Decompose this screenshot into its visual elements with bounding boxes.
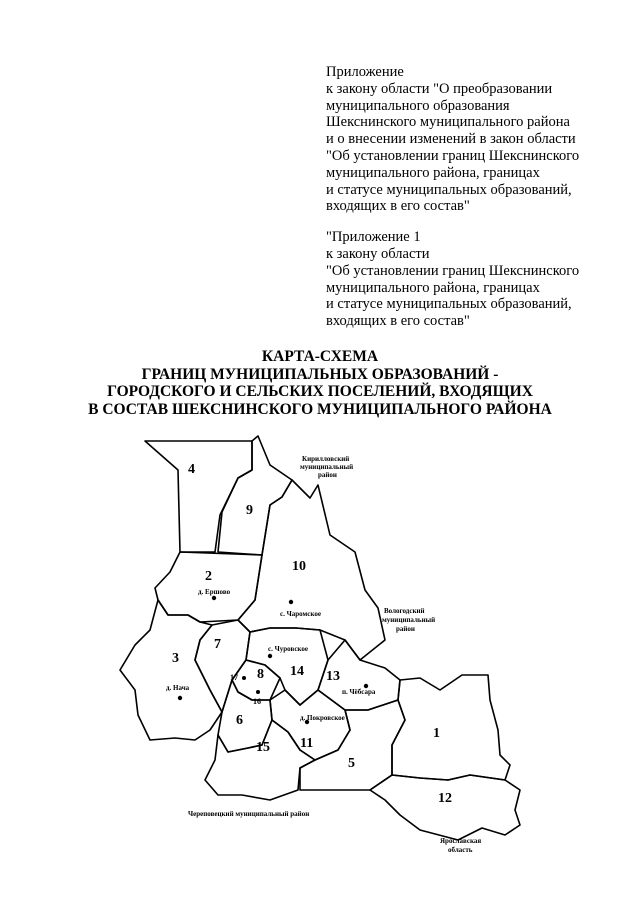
- header-line: к закону области: [326, 245, 430, 262]
- region-number-4: 4: [188, 462, 195, 477]
- settlement-dot-charomskoe: [289, 600, 293, 604]
- header-spacer: [326, 215, 626, 229]
- region-1-outline: [392, 675, 510, 780]
- neighbor-label-yaroslavl: Ярославская: [440, 837, 482, 845]
- region-number-8: 8: [257, 667, 264, 682]
- title-line: В СОСТАВ ШЕКСНИНСКОГО МУНИЦИПАЛЬНОГО РАЙОНА: [88, 400, 552, 418]
- law-appendix-header: [326, 64, 626, 330]
- region-number-3: 3: [172, 651, 179, 666]
- header-line: и статусе муниципальных образований,: [326, 181, 572, 198]
- header-line: муниципального района, границах: [326, 279, 540, 296]
- settlement-label-ershovo: д. Ершово: [198, 588, 231, 596]
- header-line: входящих в его состав": [326, 198, 470, 215]
- settlement-label-chebsara: п. Чёбсара: [342, 688, 376, 696]
- region-number-5: 5: [348, 756, 355, 771]
- settlement-label-nacha: д. Нача: [166, 684, 190, 692]
- settlement-dot-ershovo: [212, 596, 216, 600]
- header-line: Приложение: [326, 64, 404, 80]
- region-4-outline: [145, 441, 252, 552]
- region-number-10: 10: [292, 559, 306, 574]
- region-12-outline: [370, 775, 520, 840]
- settlement-label-charomskoe: с. Чаромское: [280, 610, 321, 618]
- region-9-outline: [218, 436, 292, 555]
- header-line: и статусе муниципальных образований,: [326, 296, 572, 313]
- title-line: ГОРОДСКОГО И СЕЛЬСКИХ ПОСЕЛЕНИЙ, ВХОДЯЩИХ: [107, 383, 533, 400]
- neighbor-label-vologda: муниципальный: [382, 616, 436, 624]
- settlement-dot-17: [242, 676, 246, 680]
- region-number-6: 6: [236, 713, 243, 728]
- title-line: КАРТА-СХЕМА: [261, 348, 379, 365]
- header-line: к закону области "О преобразовании: [326, 80, 553, 97]
- settlement-dot-nacha: [178, 696, 182, 700]
- neighbor-label-kirillov: муниципальный: [300, 463, 354, 471]
- header-line: Шекснинского муниципального района: [326, 114, 570, 131]
- neighbor-label-vologda: Вологодский: [384, 607, 425, 615]
- header-line: "Об установлении границ Шекснинского: [326, 147, 580, 164]
- settlement-label-pokrovskoe: д. Покровское: [300, 714, 345, 722]
- neighbor-label-vologda: район: [396, 625, 415, 633]
- region-number-7: 7: [214, 637, 221, 652]
- region-number-2: 2: [205, 569, 212, 584]
- settlement-dot-16: [256, 690, 260, 694]
- region-number-16: 16: [253, 697, 261, 706]
- region-number-14: 14: [290, 664, 304, 679]
- header-line: и о внесении изменений в закон области: [326, 131, 576, 148]
- region-number-12: 12: [438, 791, 452, 806]
- settlement-label-churovskoe: с. Чуровское: [268, 645, 308, 653]
- neighbor-label-yaroslavl: область: [448, 846, 473, 854]
- region-number-17: 17: [230, 673, 238, 682]
- neighbor-label-kirillov: район: [318, 471, 337, 479]
- region-2-outline: [155, 552, 262, 622]
- neighbor-label-cherepovets: Череповецкий муниципальный район: [188, 810, 310, 818]
- region-number-1: 1: [433, 726, 440, 741]
- header-line: "Об установлении границ Шекснинского: [326, 262, 580, 279]
- district-map: [0, 420, 640, 900]
- settlement-dot-churovskoe: [268, 654, 272, 658]
- header-line: входящих в его состав": [326, 313, 470, 330]
- header-line: муниципального образования: [326, 97, 510, 114]
- map-title: [0, 348, 640, 418]
- header-line: "Приложение 1: [326, 229, 421, 246]
- neighbor-label-kirillov: Кирилловский: [302, 455, 350, 463]
- header-line: муниципального района, границах: [326, 164, 540, 181]
- region-number-9: 9: [246, 503, 253, 518]
- region-8-outline: [232, 660, 280, 700]
- title-line: ГРАНИЦ МУНИЦИПАЛЬНЫХ ОБРАЗОВАНИЙ -: [141, 365, 499, 383]
- region-number-13: 13: [326, 669, 340, 684]
- region-15-outline: [205, 720, 315, 800]
- region-number-11: 11: [300, 736, 314, 751]
- region-number-15: 15: [256, 740, 270, 755]
